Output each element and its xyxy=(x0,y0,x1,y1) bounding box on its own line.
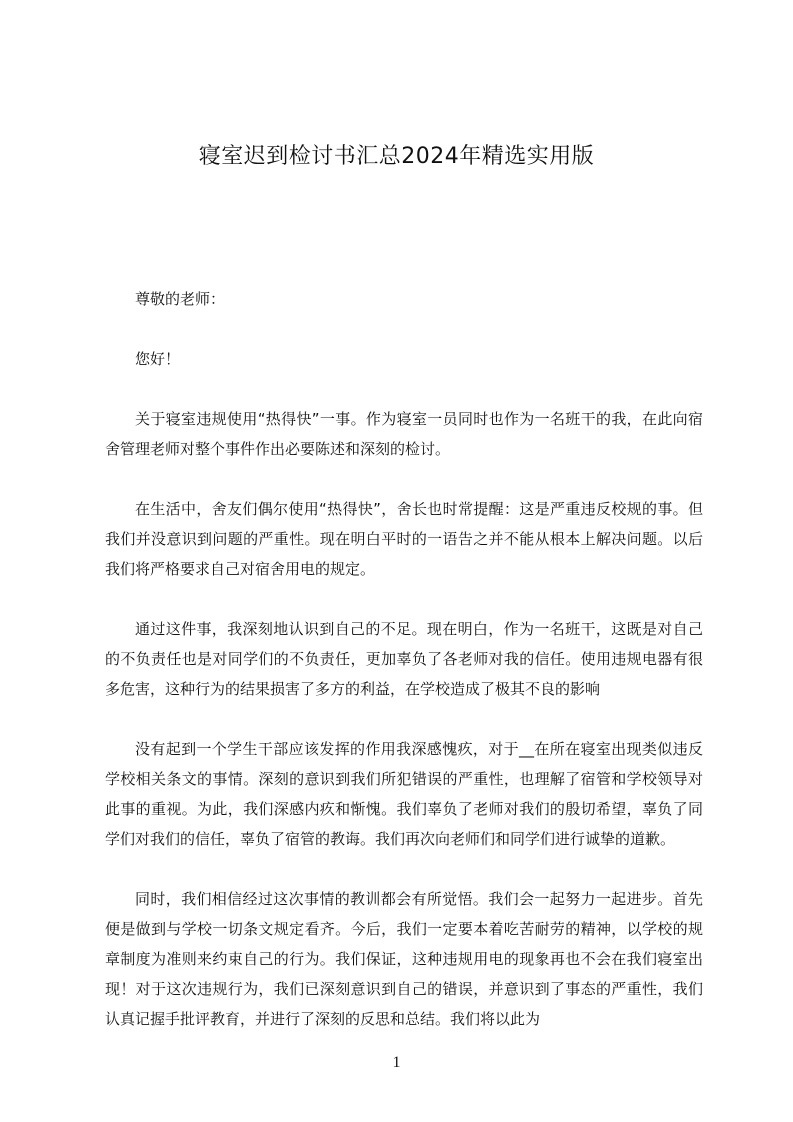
document-body xyxy=(105,284,703,1064)
body-paragraph: 同时，我们相信经过这次事情的教训都会有所觉悟。我们会一起努力一起进步。首先便是做到与学校一切条文规定看齐。今后，我们一定要本着吃苦耐劳的精神，以学校的规章制度为准则来约束自己的行为。我们保证，这种违规用电的现象再也不会在我们寝室出现！对于这次违规行为，我们已深刻意识到自己的错误，并意识到了事态的严重性，我们认真记握手批评教育，并进行了深刻的反思和总结。我们将以此为 xyxy=(105,890,703,1028)
page-number: 1 xyxy=(392,1054,401,1071)
salutation: 尊敬的老师： xyxy=(135,290,226,308)
greeting: 您好！ xyxy=(135,350,181,368)
document-title: 寝室迟到检讨书汇总2024年精选实用版 xyxy=(198,144,595,169)
body-paragraph: 没有起到一个学生干部应该发挥的作用我深感愧疚，对于__在所在寝室出现类似违反学校相关条文的事情。深刻的意识到我们所犯错误的严重性，也理解了宿管和学校领导对此事的重视。为此，我们深感内疚和惭愧。我们辜负了老师对我们的殷切希望，辜负了同学们对我们的信任，辜负了宿管的教诲。我们再次向老师们和同学们进行诚挚的道歉。 xyxy=(105,740,703,848)
body-paragraph: 在生活中，舍友们偶尔使用“热得快”，舍长也时常提醒：这是严重违反校规的事。但我们并没意识到问题的严重性。现在明白平时的一语告之并不能从根本上解决问题。以后我们将严格要求自己对宿舍用电的规定。 xyxy=(105,500,703,578)
body-paragraph: 关于寝室违规使用“热得快”一事。作为寝室一员同时也作为一名班干的我，在此向宿舍管理老师对整个事件作出必要陈述和深刻的检讨。 xyxy=(105,410,703,458)
body-paragraph: 通过这件事，我深刻地认识到自己的不足。现在明白，作为一名班干，这既是对自己的不负责任也是对同学们的不负责任，更加辜负了各老师对我的信任。使用违规电器有很多危害，这种行为的结果损害了多方的利益，在学校造成了极其不良的影响 xyxy=(105,620,703,698)
